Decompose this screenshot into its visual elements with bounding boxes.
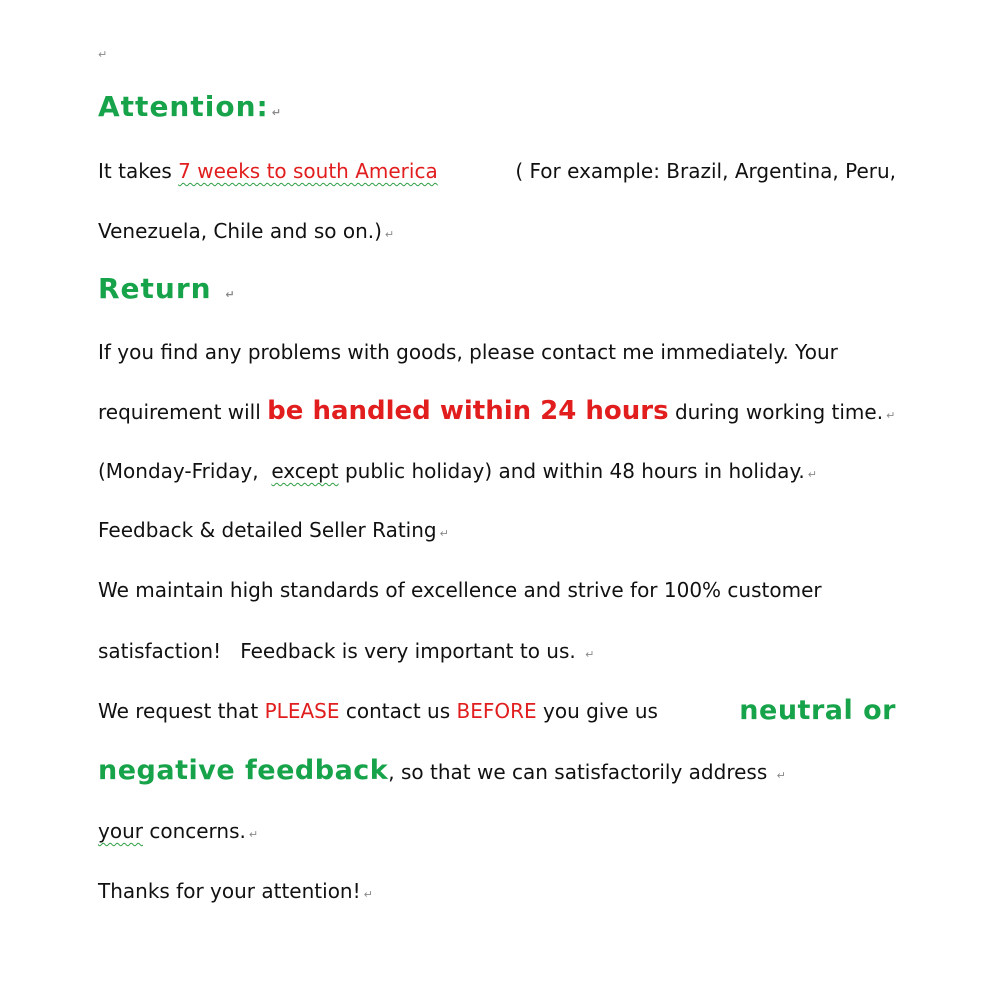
closing-line: Thanks for your attention! ↵ bbox=[98, 879, 373, 903]
attention-line-1: It takes 7 weeks to south America ( For example: Brazil, Argentina, Peru, bbox=[98, 159, 896, 183]
return-line-1: If you find any problems with goods, please contact me immediately. Your bbox=[98, 340, 838, 364]
paragraph-mark-icon: ↵ bbox=[384, 228, 395, 241]
feedback-line-1: We maintain high standards of excellence and strive for 100% customer bbox=[98, 578, 822, 602]
paragraph-mark-icon: ↵ bbox=[225, 288, 236, 301]
paragraph-mark-icon: ↵ bbox=[271, 106, 282, 119]
before-highlight: BEFORE bbox=[456, 699, 537, 723]
return-line-2: requirement will be handled within 24 hours during working time. ↵ bbox=[98, 396, 896, 426]
feedback-line-4: negative feedback, so that we can satisfactorily address ↵ bbox=[98, 755, 786, 786]
paragraph-mark-icon: ↵ bbox=[363, 888, 373, 901]
paragraph-mark-icon: ↵ bbox=[807, 468, 818, 481]
paragraph-mark-icon: ↵ bbox=[439, 527, 449, 540]
feedback-line-2: satisfaction! Feedback is very important to us. ↵ bbox=[98, 639, 595, 663]
neutral-feedback-highlight: neutral or bbox=[739, 695, 896, 726]
please-highlight: PLEASE bbox=[264, 699, 340, 723]
paragraph-mark-icon: ↵ bbox=[886, 409, 896, 422]
attention-line-2: Venezuela, Chile and so on.) ↵ bbox=[98, 219, 395, 243]
response-time-highlight: be handled within 24 hours bbox=[267, 396, 669, 426]
negative-feedback-highlight: negative feedback bbox=[98, 755, 389, 786]
paragraph-mark-icon: ↵ bbox=[585, 648, 595, 661]
return-line-3: (Monday-Friday, except public holiday) and within 48 hours in holiday. ↵ bbox=[98, 459, 818, 483]
attention-heading: Attention: ↵ bbox=[98, 90, 282, 123]
feedback-title: Feedback & detailed Seller Rating ↵ bbox=[98, 518, 449, 542]
feedback-line-3: We request that PLEASE contact us BEFORE you give us neutral or bbox=[98, 695, 896, 726]
shipping-time-highlight: 7 weeks to south America bbox=[178, 159, 438, 183]
return-heading: Return ↵ bbox=[98, 272, 236, 305]
paragraph-mark-icon: ↵ bbox=[248, 828, 259, 841]
paragraph-mark-icon: ↵ bbox=[98, 48, 108, 61]
paragraph-mark-icon: ↵ bbox=[776, 769, 786, 782]
feedback-line-5: your concerns. ↵ bbox=[98, 819, 259, 843]
